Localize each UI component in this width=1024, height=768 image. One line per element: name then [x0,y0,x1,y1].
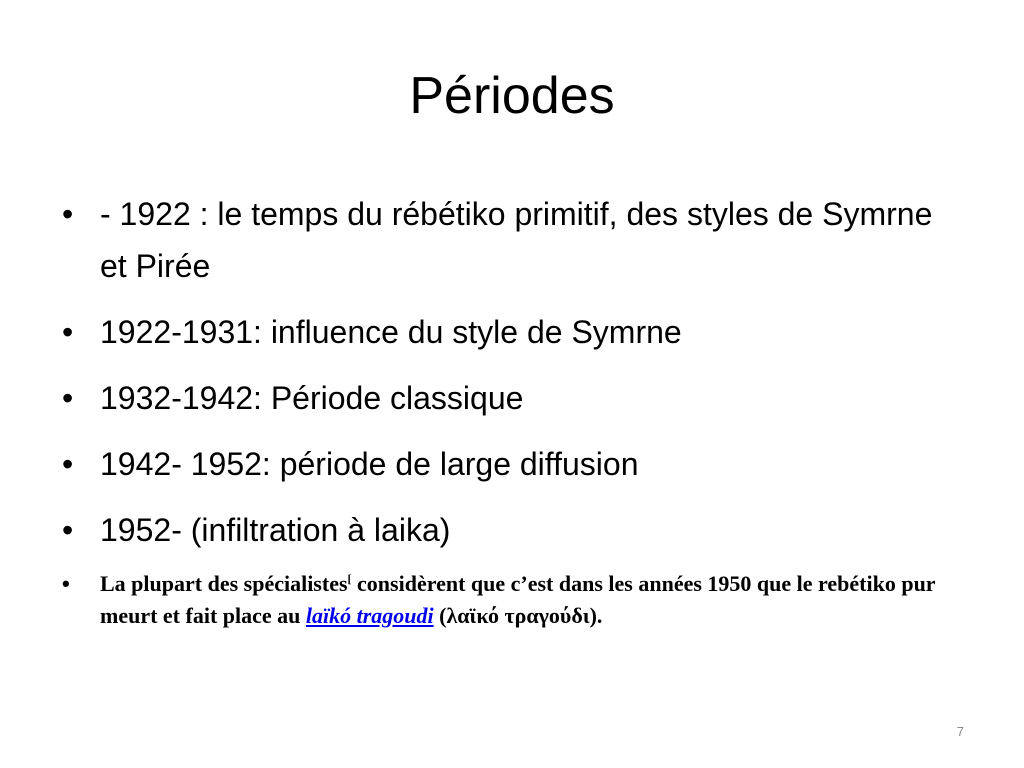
note-bullet-item [60,568,940,632]
bullet-item [60,372,960,424]
bullet-text: 1932-1942: Période classique [100,380,524,416]
page-number: 7 [956,724,964,739]
bullet-text: 1922-1931: influence du style de Symrne [100,314,682,350]
note-text-part2: considèrent que c’est dans les années 1950 que le rebétiko pur meurt et fait place au [100,571,936,628]
bullet-dot-icon: • [62,314,74,350]
bullet-list [60,188,960,646]
note-text-part1: La plupart des spécialistes [100,571,348,596]
bullet-dot-icon: • [62,571,70,596]
bullet-item [60,306,960,358]
bullet-dot-icon: • [62,446,74,482]
bullet-text: 1952- (infiltration à laika) [100,512,451,548]
slide-title: Périodes [409,67,615,125]
bullet-text: - 1922 : le temps du rébétiko primitif, des styles de Symrne et Pirée [100,196,933,284]
laiko-tragoudi-link[interactable]: laïkó tragoudi [305,603,434,628]
bullet-dot-icon: • [62,512,74,548]
footnote-marker: [ [347,571,352,586]
bullet-item [60,504,960,556]
bullet-text: 1942- 1952: période de large diffusion [100,446,639,482]
bullet-item [60,438,960,490]
bullet-dot-icon: • [62,196,74,232]
bullet-item [60,188,960,292]
note-text-part3: (λαϊκό τραγούδι). [433,603,603,628]
bullet-dot-icon: • [62,380,74,416]
